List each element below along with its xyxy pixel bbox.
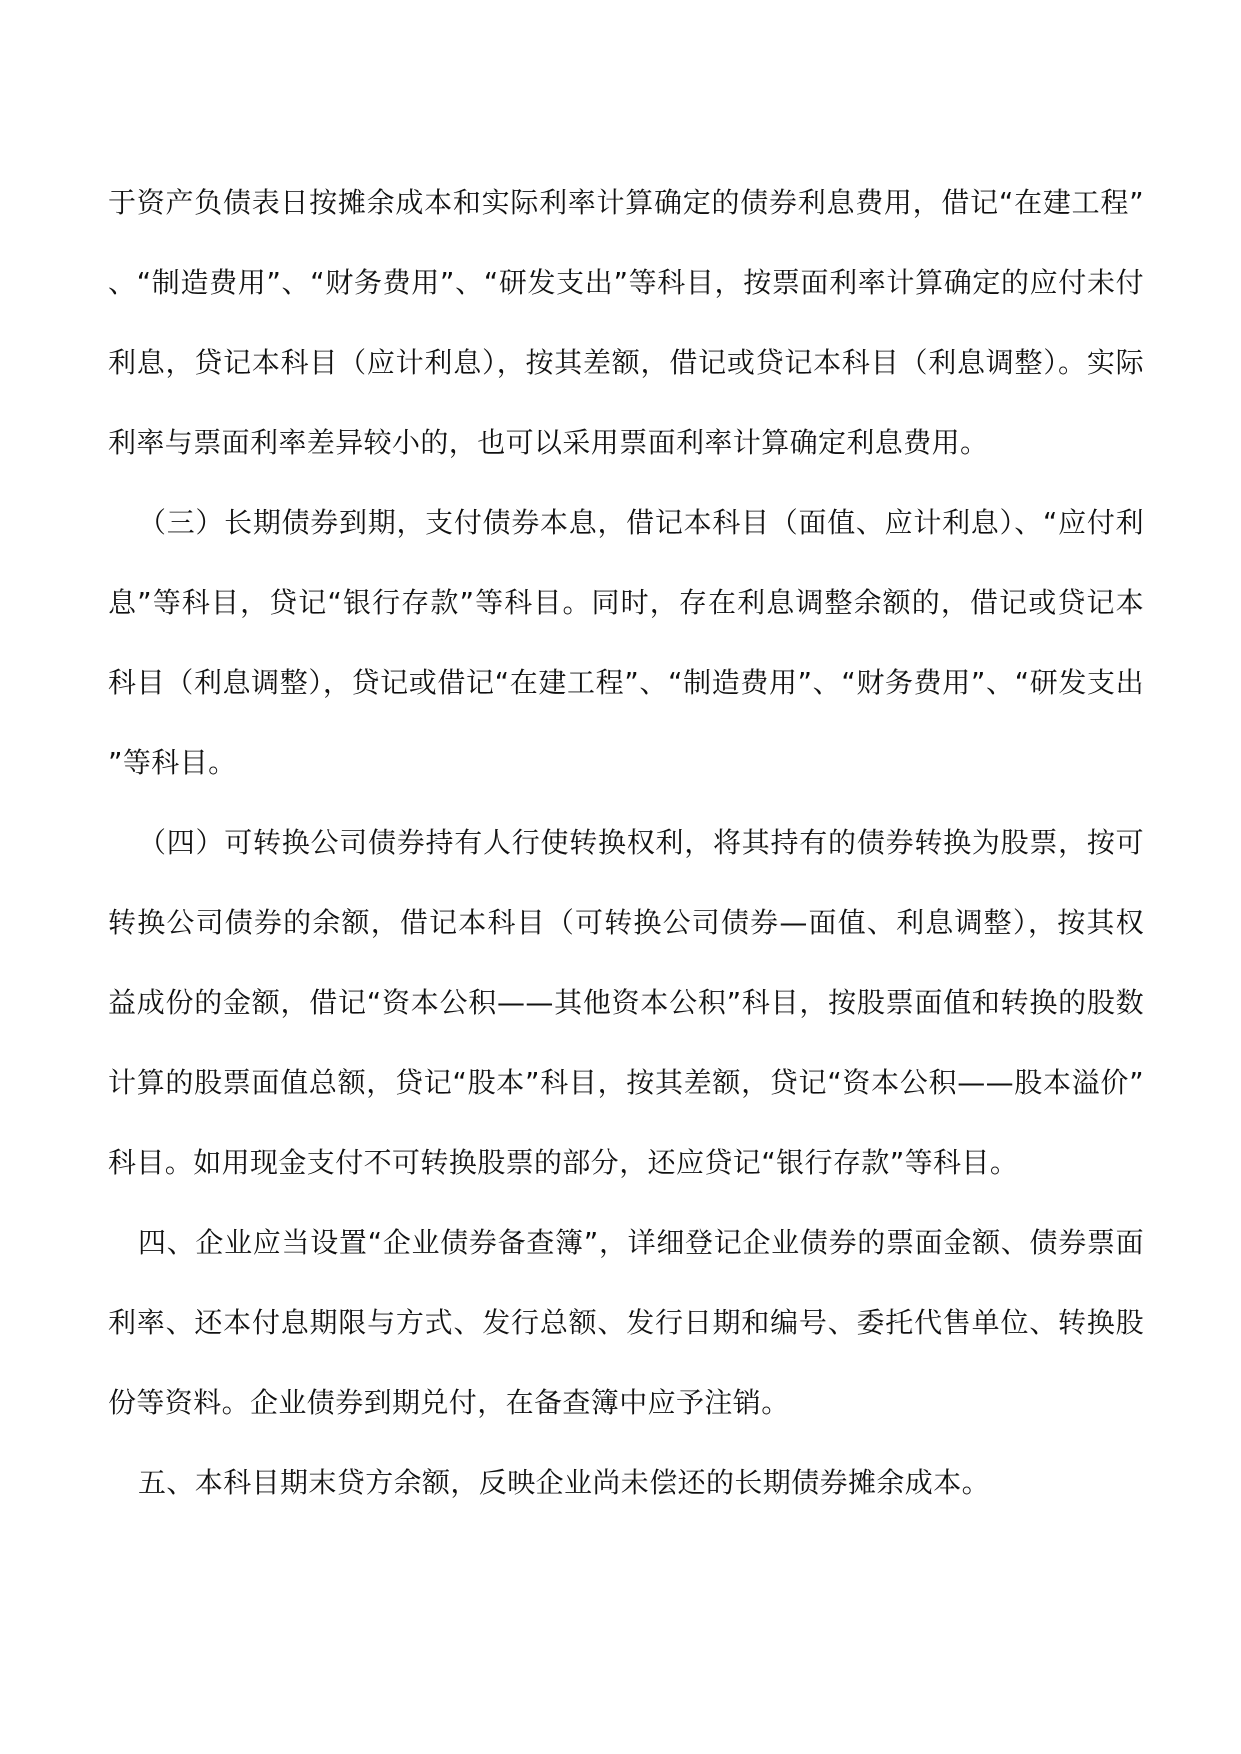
paragraph-interest-expense: 于资产负债表日按摊余成本和实际利率计算确定的债券利息费用，借记“在建工程”、“制造费用”、“财务费用”、“研发支出”等科目，按票面利率计算确定的应付未付利息，贷记本科目（应计利息），按其差额，借记或贷记本科目（利息调整）。实际利率与票面利率差异较小的，也可以采用票面利率计算确定利息费用。 (108, 186, 1144, 459)
paragraph-bond-register: 四、企业应当设置“企业债券备查簿”，详细登记企业债券的票面金额、债券票面利率、还本付息期限与方式、发行总额、发行日期和编号、委托代售单位、转换股份等资料。企业债券到期兑付，在备查簿中应予注销。 (108, 1226, 1144, 1419)
document-body (108, 163, 1144, 1523)
paragraph-convertible-bond: （四）可转换公司债券持有人行使转换权利，将其持有的债券转换为股票，按可转换公司债券的余额，借记本科目（可转换公司债券—面值、利息调整），按其权益成份的金额，借记“资本公积——其他资本公积”科目，按股票面值和转换的股数计算的股票面值总额，贷记“股本”科目，按其差额，贷记“资本公积——股本溢价”科目。如用现金支付不可转换股票的部分，还应贷记“银行存款”等科目。 (108, 826, 1144, 1179)
paragraph-ending-balance: 五、本科目期末贷方余额，反映企业尚未偿还的长期债券摊余成本。 (138, 1466, 991, 1499)
paragraph-bond-maturity: （三）长期债券到期，支付债券本息，借记本科目（面值、应计利息）、“应付利息”等科目，贷记“银行存款”等科目。同时，存在利息调整余额的，借记或贷记本科目（利息调整），贷记或借记“在建工程”、“制造费用”、“财务费用”、“研发支出”等科目。 (108, 506, 1144, 779)
